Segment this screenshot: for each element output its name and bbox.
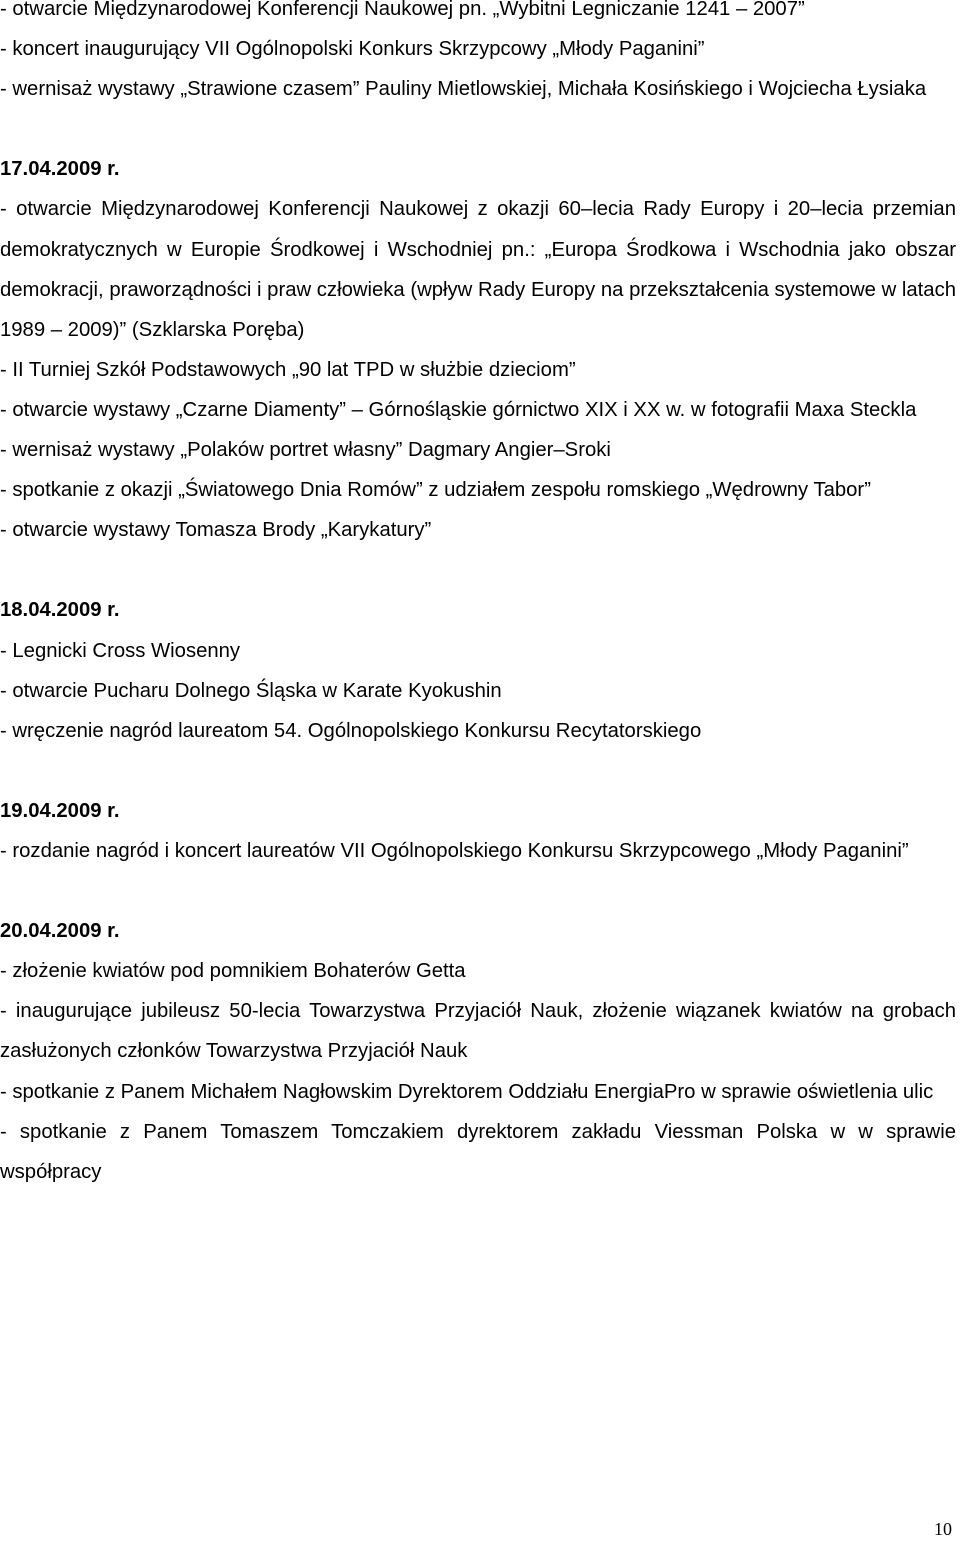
event-item: - wernisaż wystawy „Strawione czasem” Pauliny Mietlowskiej, Michała Kosińskiego i Wojciecha Łysiaka <box>0 78 927 101</box>
section-spacer <box>0 871 956 911</box>
event-item: - koncert inaugurujący VII Ogólnopolski Konkurs Skrzypcowy „Młody Paganini” <box>0 38 705 61</box>
date-heading: 17.04.2009 r. <box>0 158 120 181</box>
event-item: - spotkanie z okazji „Światowego Dnia Romów” z udziałem zespołu romskiego „Wędrowny Tabor” <box>0 479 871 502</box>
section-spacer <box>0 550 956 590</box>
event-item: - spotkanie z Panem Tomaszem Tomczakiem dyrektorem zakładu Viessman Polska w w sprawie współpracy <box>0 1120 956 1183</box>
section-spacer <box>0 751 956 791</box>
event-item: - Legnicki Cross Wiosenny <box>0 639 241 662</box>
event-item: - II Turniej Szkół Podstawowych „90 lat TPD w służbie dzieciom” <box>0 358 576 381</box>
event-item: - wręczenie nagród laureatom 54. Ogólnopolskiego Konkursu Recytatorskiego <box>0 719 702 742</box>
event-item: - złożenie kwiatów pod pomnikiem Bohaterów Getta <box>0 960 466 983</box>
page-number: 10 <box>934 1519 952 1539</box>
event-item: - rozdanie nagród i koncert laureatów VII Ogólnopolskiego Konkursu Skrzypcowego „Młody Paganini” <box>0 839 909 862</box>
event-item: - spotkanie z Panem Michałem Nagłowskim Dyrektorem Oddziału EnergiaPro w sprawie oświetlenia ulic <box>0 1080 934 1103</box>
section-spacer <box>0 109 956 149</box>
event-item: - wernisaż wystawy „Polaków portret własny” Dagmary Angier–Sroki <box>0 439 611 462</box>
event-item: - inaugurujące jubileusz 50-lecia Towarzystwa Przyjaciół Nauk, złożenie wiązanek kwiatów na grobach zasłużonych członków Towarzystwa Przyjaciół Nauk <box>0 1000 956 1063</box>
event-item: - otwarcie wystawy Tomasza Brody „Karykatury” <box>0 519 432 542</box>
event-item: - otwarcie wystawy „Czarne Diamenty” – Górnośląskie górnictwo XIX i XX w. w fotografii Maxa Steckla <box>0 398 917 421</box>
date-heading: 19.04.2009 r. <box>0 799 120 822</box>
event-item: - otwarcie Międzynarodowej Konferencji Naukowej z okazji 60–lecia Rady Europy i 20–lecia przemian demokratycznych w Europie Środkowej i Wschodniej pn.: „Europa Środkowa i Wschodnia jako obszar demokracji, praworządności i praw człowieka (wpływ Rady Europy na przekształcenia systemowe w latach 1989 – 2009)” (Szklarska Poręba) <box>0 198 956 341</box>
event-item: - otwarcie Pucharu Dolnego Śląska w Karate Kyokushin <box>0 679 502 702</box>
date-heading: 20.04.2009 r. <box>0 920 120 943</box>
date-heading: 18.04.2009 r. <box>0 599 120 622</box>
event-item: - otwarcie Międzynarodowej Konferencji Naukowej pn. „Wybitni Legniczanie 1241 – 2007” <box>0 0 805 20</box>
